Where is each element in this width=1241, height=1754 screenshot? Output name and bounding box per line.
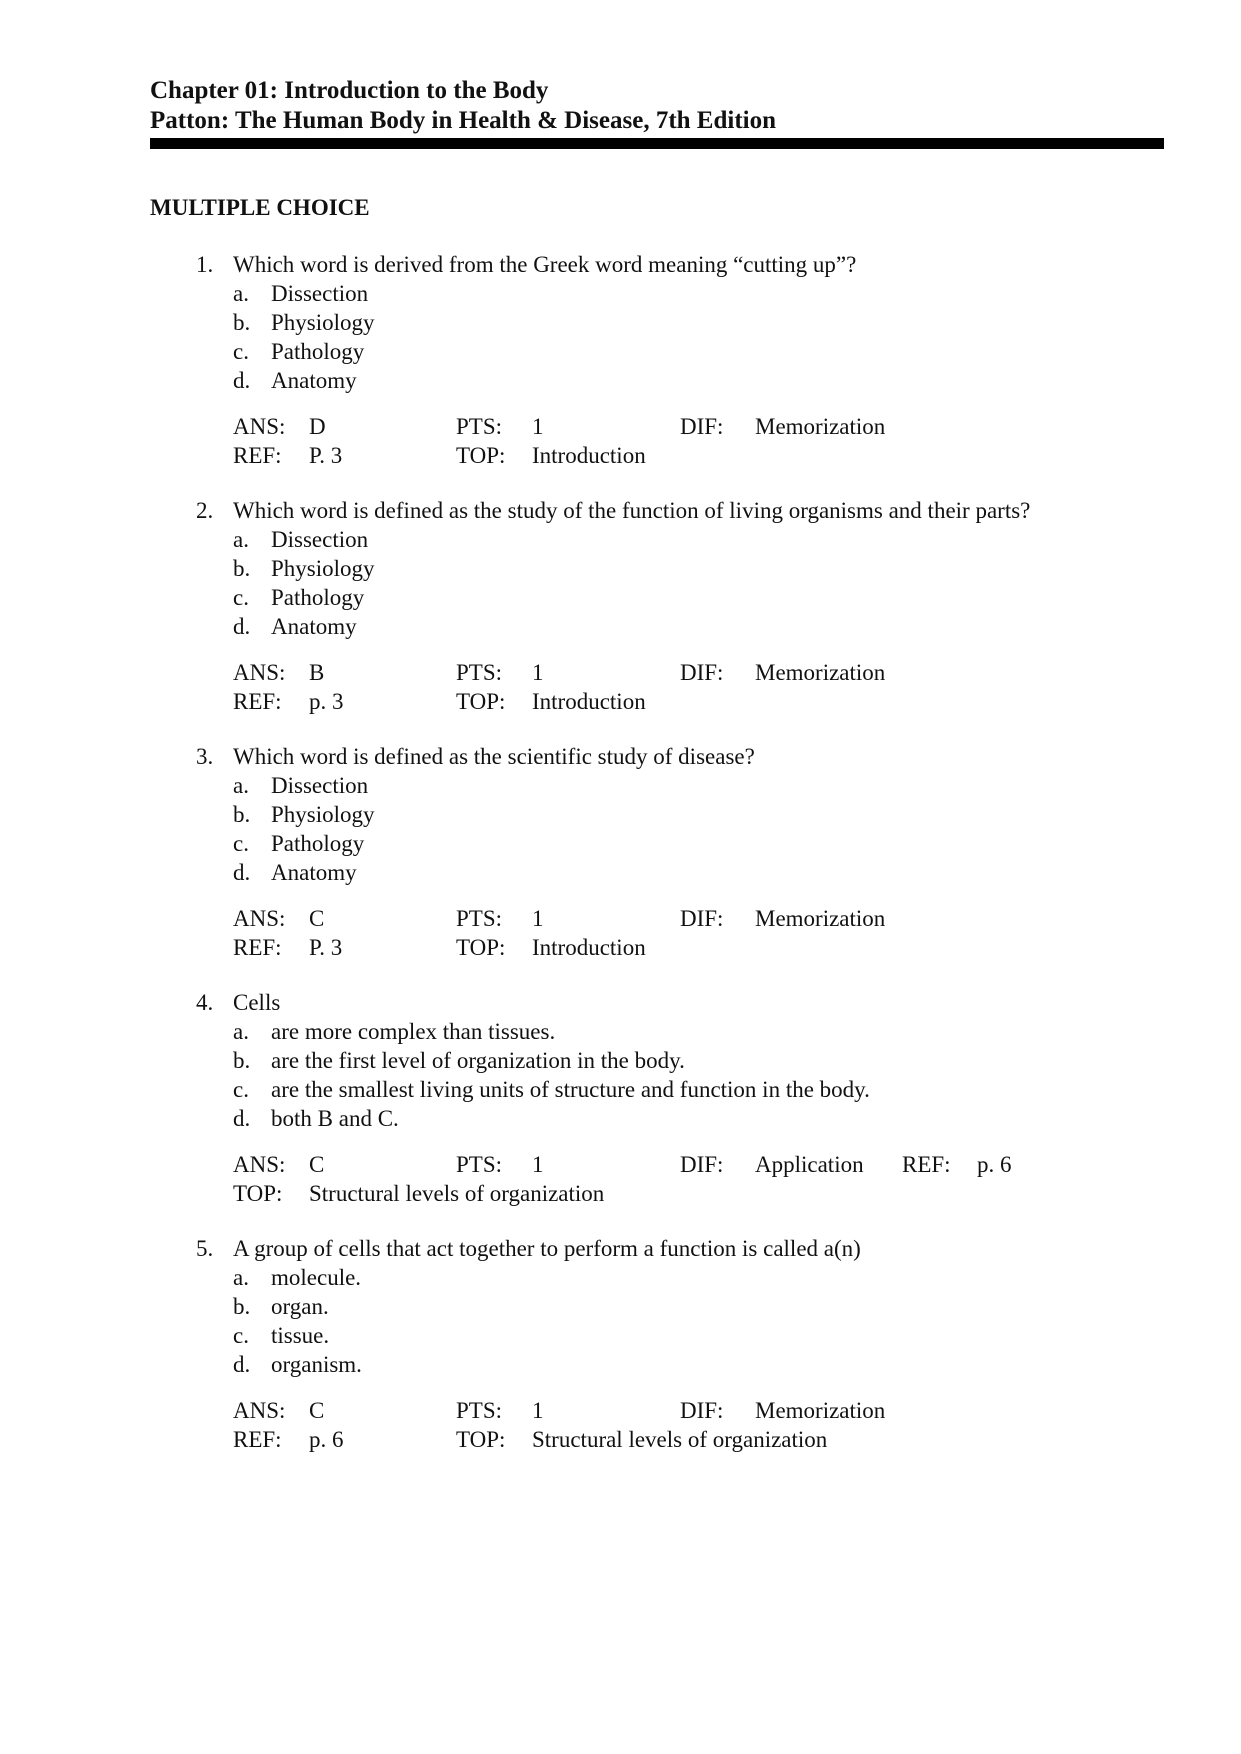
option-a <box>196 1017 1156 1046</box>
meta-value: 1 <box>532 1152 544 1177</box>
question-2 <box>196 496 1156 716</box>
chapter-title: Chapter 01: Introduction to the Body <box>150 77 549 104</box>
option-text: Pathology <box>271 831 365 856</box>
meta-label: TOP: <box>233 1181 283 1206</box>
option-letter: a. <box>233 1265 249 1290</box>
option-text: Dissection <box>271 527 369 552</box>
meta-label: TOP: <box>456 443 506 468</box>
option-text: are the first level of organization in the body. <box>271 1048 685 1073</box>
meta-value: 1 <box>532 660 544 685</box>
meta-value: Introduction <box>532 689 646 714</box>
meta-label: DIF: <box>680 1152 724 1177</box>
meta-value: Application <box>755 1152 864 1177</box>
meta-value: D <box>309 414 326 439</box>
option-text: Pathology <box>271 339 365 364</box>
option-letter: c. <box>233 1323 249 1348</box>
option-b <box>196 800 1156 829</box>
meta-label: DIF: <box>680 1398 724 1423</box>
meta-value: Introduction <box>532 935 646 960</box>
meta-value: Structural levels of organization <box>532 1427 828 1452</box>
question-text: Cells <box>233 990 281 1015</box>
meta-label: REF: <box>902 1152 951 1177</box>
option-text: organism. <box>271 1352 362 1377</box>
option-d <box>196 612 1156 641</box>
option-letter: b. <box>233 802 251 827</box>
option-text: Anatomy <box>271 368 357 393</box>
option-letter: a. <box>233 281 249 306</box>
meta-label: ANS: <box>233 660 286 685</box>
option-a <box>196 525 1156 554</box>
option-text: Anatomy <box>271 614 357 639</box>
option-d <box>196 858 1156 887</box>
meta-label: PTS: <box>456 906 503 931</box>
meta-label: ANS: <box>233 1152 286 1177</box>
meta-value: p. 3 <box>309 689 344 714</box>
question-5 <box>196 1234 1156 1454</box>
option-text: are more complex than tissues. <box>271 1019 556 1044</box>
meta-label: DIF: <box>680 906 724 931</box>
option-text: Dissection <box>271 773 369 798</box>
meta-label: PTS: <box>456 660 503 685</box>
meta-value: 1 <box>532 1398 544 1423</box>
option-letter: c. <box>233 585 249 610</box>
meta-label: REF: <box>233 935 282 960</box>
meta-value: 1 <box>532 414 544 439</box>
answer-metadata <box>196 904 1156 962</box>
meta-value: Memorization <box>755 906 886 931</box>
meta-value: p. 6 <box>309 1427 344 1452</box>
meta-label: ANS: <box>233 906 286 931</box>
option-letter: d. <box>233 1106 251 1131</box>
meta-value: 1 <box>532 906 544 931</box>
question-number: 3. <box>196 744 214 769</box>
meta-value: P. 3 <box>309 935 343 960</box>
section-title: MULTIPLE CHOICE <box>150 195 370 220</box>
meta-value: Introduction <box>532 443 646 468</box>
option-letter: c. <box>233 831 249 856</box>
meta-label: PTS: <box>456 414 503 439</box>
option-letter: a. <box>233 1019 249 1044</box>
option-d <box>196 1104 1156 1133</box>
meta-label: TOP: <box>456 1427 506 1452</box>
option-c <box>196 337 1156 366</box>
answer-metadata <box>196 658 1156 716</box>
header-rule <box>150 138 1164 149</box>
option-d <box>196 1350 1156 1379</box>
meta-value: P. 3 <box>309 443 343 468</box>
option-text: Physiology <box>271 556 375 581</box>
option-text: are the smallest living units of structure and function in the body. <box>271 1077 870 1102</box>
question-number: 4. <box>196 990 214 1015</box>
answer-metadata <box>196 412 1156 470</box>
meta-label: PTS: <box>456 1398 503 1423</box>
option-c <box>196 1321 1156 1350</box>
meta-label: ANS: <box>233 414 286 439</box>
meta-value: C <box>309 1398 325 1423</box>
option-text: Physiology <box>271 310 375 335</box>
option-text: molecule. <box>271 1265 362 1290</box>
answer-metadata <box>196 1396 1156 1454</box>
option-letter: d. <box>233 368 251 393</box>
question-text: Which word is derived from the Greek word meaning “cutting up”? <box>233 252 857 277</box>
meta-value: C <box>309 1152 325 1177</box>
document-header <box>150 76 1160 136</box>
option-a <box>196 279 1156 308</box>
option-letter: d. <box>233 1352 251 1377</box>
meta-label: REF: <box>233 1427 282 1452</box>
option-letter: a. <box>233 773 249 798</box>
option-c <box>196 1075 1156 1104</box>
meta-label: TOP: <box>456 935 506 960</box>
meta-value: Memorization <box>755 660 886 685</box>
meta-label: DIF: <box>680 414 724 439</box>
option-text: both B and C. <box>271 1106 399 1131</box>
question-number: 5. <box>196 1236 214 1261</box>
option-a <box>196 1263 1156 1292</box>
option-letter: c. <box>233 339 249 364</box>
meta-value: B <box>309 660 325 685</box>
answer-metadata <box>196 1150 1156 1208</box>
meta-label: ANS: <box>233 1398 286 1423</box>
question-text: Which word is defined as the scientific study of disease? <box>233 744 755 769</box>
question-3 <box>196 742 1156 962</box>
meta-label: TOP: <box>456 689 506 714</box>
option-letter: c. <box>233 1077 249 1102</box>
meta-label: DIF: <box>680 660 724 685</box>
question-text: A group of cells that act together to perform a function is called a(n) <box>233 1236 861 1261</box>
question-number: 2. <box>196 498 214 523</box>
option-b <box>196 554 1156 583</box>
meta-value: Structural levels of organization <box>309 1181 605 1206</box>
meta-value: C <box>309 906 325 931</box>
option-d <box>196 366 1156 395</box>
meta-label: REF: <box>233 443 282 468</box>
option-c <box>196 829 1156 858</box>
option-b <box>196 1046 1156 1075</box>
option-letter: b. <box>233 1294 251 1319</box>
option-text: Physiology <box>271 802 375 827</box>
question-4 <box>196 988 1156 1208</box>
question-number: 1. <box>196 252 214 277</box>
meta-label: REF: <box>233 689 282 714</box>
option-letter: d. <box>233 614 251 639</box>
option-letter: b. <box>233 310 251 335</box>
option-c <box>196 583 1156 612</box>
meta-label: PTS: <box>456 1152 503 1177</box>
question-1 <box>196 250 1156 470</box>
option-text: Pathology <box>271 585 365 610</box>
question-text: Which word is defined as the study of the function of living organisms and their parts? <box>233 498 1031 523</box>
option-letter: d. <box>233 860 251 885</box>
meta-value: Memorization <box>755 1398 886 1423</box>
meta-value: p. 6 <box>977 1152 1012 1177</box>
option-text: organ. <box>271 1294 329 1319</box>
option-letter: b. <box>233 556 251 581</box>
option-text: Dissection <box>271 281 369 306</box>
option-text: Anatomy <box>271 860 357 885</box>
option-letter: a. <box>233 527 249 552</box>
option-b <box>196 1292 1156 1321</box>
book-title: Patton: The Human Body in Health & Disease, 7th Edition <box>150 107 777 134</box>
option-letter: b. <box>233 1048 251 1073</box>
option-a <box>196 771 1156 800</box>
option-b <box>196 308 1156 337</box>
option-text: tissue. <box>271 1323 330 1348</box>
meta-value: Memorization <box>755 414 886 439</box>
